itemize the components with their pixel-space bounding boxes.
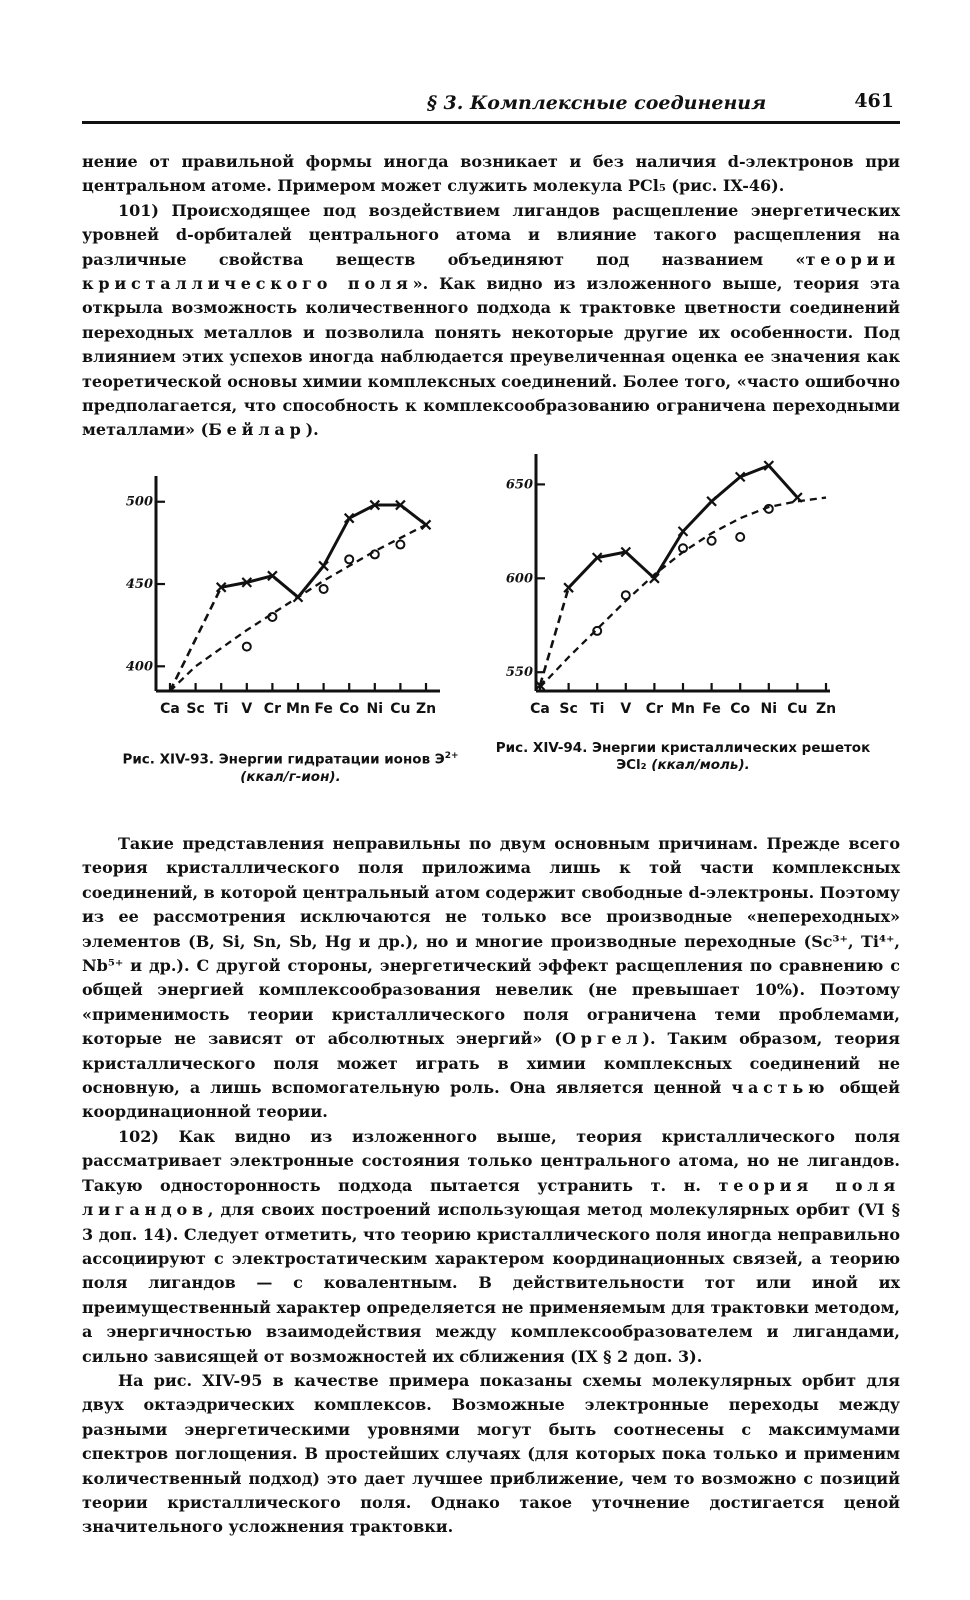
paragraph	[82, 832, 900, 1125]
figure-caption	[118, 748, 463, 786]
series-line-leadin	[540, 588, 569, 686]
x-tick-label: Cr	[263, 701, 281, 717]
x-tick-label: V	[241, 701, 253, 717]
x-tick-label: Ni	[760, 701, 778, 717]
y-tick-label: 450	[125, 577, 153, 593]
data-point-circle	[708, 537, 716, 545]
text-span: 101) Происходящее под воздействием лигандов расщепление энергетических уровней d-орбиталей центрального атома и влияние такого расщепления на различные свойства веществ объединяют под названием «	[82, 200, 900, 269]
chart-hydration-energy	[118, 460, 463, 740]
series-line-solid	[569, 466, 798, 588]
data-point-circle	[243, 643, 251, 651]
text-span: общей координационной теории.	[82, 1078, 900, 1122]
text-span: ». Как видно из изложенного выше, теория эта открыла возможность количественного подхода к трактовке цветности соединений переходных металлов и позволила понять некоторые другие их особенности. Под влиянием этих успехов иногда наблюдается преувеличенная оценка ее значения как теоретической основы химии комплексных соединений. Более того, «часто ошибочно предполагается, что способность к комплексообразованию ограничена переходными металлами» (	[82, 274, 900, 440]
spaced-term: теория поля лигандов	[82, 1175, 901, 1220]
data-point-cross	[707, 497, 716, 506]
caption-units: (ккал/г-ион).	[240, 768, 341, 785]
data-point-cross	[679, 527, 688, 536]
running-title: § 3. Комплексные соединения	[427, 92, 767, 114]
header-rule	[82, 121, 900, 124]
figure-caption	[493, 740, 873, 774]
y-tick-label: 550	[505, 665, 533, 681]
chart-lattice-energy	[498, 430, 868, 730]
caption-text: Рис. XIV-94. Энергии кристаллических решеток ЭCl₂	[495, 740, 871, 773]
x-tick-label: Ti	[214, 701, 229, 717]
author-name: Оргел	[561, 1029, 643, 1049]
text-span: , для своих построений использующая метод молекулярных орбит (VI § 3 доп. 14). Следует отметить, что теорию кристаллического поля иногда неправильно ассоциируют с электростатическим характером координационных связей, а теорию поля лигандов — с ковалентным. В действительности тот или иной их преимущественный характер определяется не применяемым для трактовки методом, а энергичностью взаимодействия между комплексообразователем и лигандами, сильно зависящей от возможностей их сближения (IX § 2 доп. 3).	[82, 1200, 900, 1366]
x-tick-label: Fe	[314, 701, 333, 717]
x-tick-label: Fe	[702, 701, 721, 717]
x-tick-label: Ca	[160, 701, 180, 717]
y-tick-label: 650	[505, 477, 533, 493]
series-line-dashed	[540, 498, 826, 688]
page-header	[82, 92, 900, 118]
data-point-circle	[320, 585, 328, 593]
text-span: ).	[305, 420, 319, 440]
spaced-term: теории кристаллического поля	[82, 249, 900, 294]
x-tick-label: Zn	[415, 701, 437, 717]
paragraph-101	[82, 199, 900, 443]
y-tick-label: 500	[125, 494, 153, 510]
x-tick-label: Cr	[645, 701, 663, 717]
text-span: 102) Как видно из изложенного выше, теория кристаллического поля рассматривает электронные состояния только центрального атома, но не лигандов. Такую односторонность подхода пытается устранить т. н.	[82, 1126, 900, 1195]
x-tick-label: Zn	[815, 701, 837, 717]
text-span: ). Таким образом, теория кристаллического поля может играть в химии комплексных соединений не основную, а лишь вспомогательную роль. Она является ценной	[82, 1029, 900, 1098]
data-point-circle	[736, 533, 744, 541]
series-line-leadin	[170, 587, 221, 691]
figure-xiv-93	[118, 460, 463, 790]
page-number: 461	[854, 90, 894, 112]
x-tick-label: Cu	[390, 701, 411, 717]
author-name: Бейлар	[208, 420, 306, 440]
text-block-top	[82, 150, 900, 443]
x-tick-label: Sc	[186, 701, 205, 717]
caption-sup: 2+	[444, 751, 459, 761]
x-tick-label: Co	[339, 701, 360, 717]
x-tick-label: V	[620, 701, 632, 717]
x-tick-label: Co	[730, 701, 751, 717]
caption-text: Рис. XIV-93. Энергии гидратации ионов Э	[122, 751, 445, 768]
series-line-dashed	[170, 525, 426, 691]
caption-units: (ккал/моль).	[651, 757, 750, 773]
paragraph-102	[82, 1125, 900, 1369]
y-tick-label: 600	[505, 571, 533, 587]
x-tick-label: Sc	[559, 701, 578, 717]
x-tick-label: Cu	[787, 701, 808, 717]
data-point-circle	[345, 555, 353, 563]
x-tick-label: Ca	[530, 701, 550, 717]
text-span: Такие представления неправильны по двум основным причинам. Прежде всего теория кристаллического поля приложима лишь к той части комплексных соединений, в которой центральный атом содержит свободные d-электроны. Поэтому из ее рассмотрения исключаются не только все производные «непереходных» элементов (B, Si, Sn, Sb, Hg и др.), но и многие производные переходные (Sc³⁺, Ti⁴⁺, Nb⁵⁺ и др.). С другой стороны, энергетический эффект расщепления по сравнению с общей энергией комплексообразования невелик (не превышает 10%). Поэтому «применимость теории кристаллического поля ограничена теми проблемами, которые не зависят от абсолютных энергий» (	[82, 834, 900, 1049]
text-block-bottom	[82, 832, 900, 1540]
spaced-term: частью	[731, 1078, 830, 1098]
x-tick-label: Ni	[366, 701, 384, 717]
paragraph: На рис. XIV-95 в качестве примера показаны схемы молекулярных орбит для двух октаэдрических комплексов. Возможные электронные переходы между разными энергетическими уровнями могут быть соотнесены с максимумами спектров поглощения. В простейших случаях (для которых пока только и применим количественный подход) это дает лучшее приближение, чем то возможно с позиций теории кристаллического поля. Однако такое уточнение достигается ценой значительного усложнения трактовки.	[82, 1370, 900, 1537]
x-tick-label: Ti	[590, 701, 605, 717]
y-tick-label: 400	[125, 659, 153, 675]
x-tick-label: Mn	[671, 701, 695, 717]
series-line-solid	[221, 505, 426, 597]
x-tick-label: Mn	[286, 701, 310, 717]
figure-xiv-94	[495, 430, 871, 790]
paragraph: нение от правильной формы иногда возникает и без наличия d-электронов при центральном атоме. Примером может служить молекула PCl₅ (рис. IX-46).	[82, 152, 900, 196]
data-point-circle	[396, 541, 404, 549]
